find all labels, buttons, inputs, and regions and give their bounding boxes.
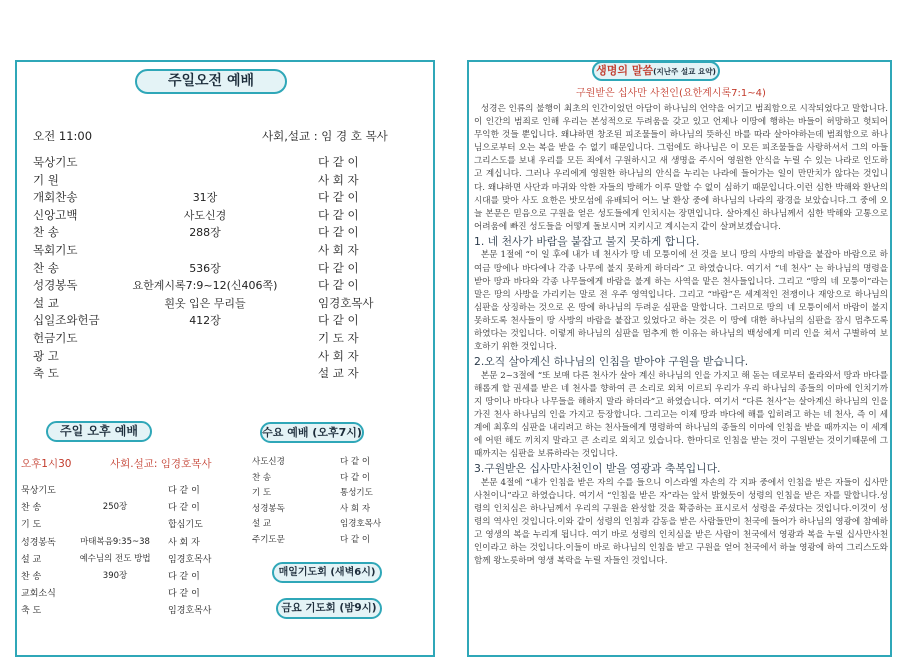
order-detail: 250장 <box>102 502 128 513</box>
order-detail: 예수님의 전도 방법 <box>79 553 151 564</box>
order-person: 다 같 이 <box>318 155 359 169</box>
sermon-paragraph: 본문 4절에 “내가 인침을 받은 자의 수를 들으니 이스라엘 자손의 각 지파 중에서 인침을 받은 자들이 십사만 사천이니”라고 하였습니다. 여기서 “인침을 받은 자”라는 앞서 밝혔듯이 성령의 인침을 받은 자를 말합니다.성령의 인치심은 하나님께서 우리의 구원을 완성할 것을 확증하는 표시로서 성령을 주셨다는 것입니다.이것이 성령의 역사인 것입니다.이와 같이 성령의 인침과 감동을 받은 사람들만이 천국에 들어가 하나님의 영광에 참예하고 영생의 복을 누리게 됩니다. 여기 바로 성령의 인치심을 받은 사람이 천국에서 영광과 복을 누릴 십사만사천인이라고 하는 것입니다.이들이 바로 하나님의 인침을 받고 구원을 얻어 천국에서 하늘 영광에 하여 그리스도와 함께 왕노릇하며 영생 복락을 누릴 자들인 것입니다. <box>474 477 888 567</box>
order-person: 다 같 이 <box>340 535 371 545</box>
friday-prayer-title: 금요 기도회 (밤9시) <box>276 598 382 619</box>
sermon-title: 구원받은 십사만 사천인(요한계시록7:1~4) <box>576 88 766 99</box>
order-person: 다 같 이 <box>340 457 371 467</box>
order-person: 다 같 이 <box>318 260 359 275</box>
order-item: 개회찬송 <box>33 190 78 205</box>
order-item: 찬 송 <box>252 472 272 483</box>
order-person: 다 같 이 <box>318 278 359 293</box>
order-person: 다 같 이 <box>168 503 200 514</box>
order-item: 신앙고백 <box>33 207 78 222</box>
sermon-point-heading: 3.구원받은 십사만사천인이 받을 영광과 축복입니다. <box>474 462 721 476</box>
sermon-badge <box>592 61 720 81</box>
sermon-paragraph: 본문 2~3절에 “또 보매 다른 천사가 살아 계신 하나님의 인을 가지고 해 돋는 데로부터 올라와서 땅과 바다를 해롭게 할 권세를 받은 네 천사를 향하여 큰 소리로 외쳐 이르되 우리가 우리 하나님의 종들의 이마에 인치기까지 땅이나 바다나 나무들을 해하지 말라 하더라”고 하였습니다. 여기서 “다른 천사”는 살아계신 하나님의 인을 가진 천사 하나님의 인을 가지고 등장합니다. 그리고는 이제 땅과 바다에 해를 입히려고 하는 네 천사, 즉 이 세계에 최후의 심판을 내리려고 하는 천사들에게 명령하여 하나님의 종들의 이마에 인침을 받을 때까지는 이 세계에 어떤 해도 끼치지 말라고 큰 소리로 외치고 있습니다. 한마디로 인침을 받는 것이 구원받는 것이기때문에 그 때까지는 심판을 보류하라는 것입니다. <box>474 370 888 460</box>
order-item: 성경봉독 <box>252 503 285 514</box>
order-person: 사 회 자 <box>318 348 359 363</box>
order-item: 찬 송 <box>21 503 42 514</box>
order-person: 임경호목사 <box>168 606 212 617</box>
sermon-point-heading: 2.오직 살아계신 하나님의 인침을 받아야 구원을 받습니다. <box>474 355 749 369</box>
order-detail: 288장 <box>189 226 221 240</box>
order-person: 기 도 자 <box>318 331 359 345</box>
order-item: 성경봉독 <box>21 537 56 548</box>
order-item: 기 원 <box>33 172 59 187</box>
order-detail: 요한계시록7:9~12(신406쪽) <box>132 279 278 293</box>
order-person: 임경호목사 <box>340 519 382 530</box>
order-item: 사도신경 <box>252 457 285 467</box>
order-person: 다 같 이 <box>168 572 200 582</box>
sermon-body <box>474 103 888 569</box>
order-item: 설 교 <box>33 295 59 310</box>
order-person: 합심기도 <box>168 520 203 531</box>
order-item: 십일조와헌금 <box>33 313 100 328</box>
order-detail: 사도신경 <box>183 208 227 222</box>
order-person: 사 회 자 <box>318 172 359 187</box>
wednesday-service-title: 수요 예배 (오후7시) <box>260 422 364 443</box>
order-item: 설 교 <box>21 554 42 565</box>
order-detail: 마태복음9:35~38 <box>80 536 150 547</box>
order-person: 다 같 이 <box>318 190 359 205</box>
afternoon-service-title: 주일 오후 예배 <box>46 421 152 442</box>
order-detail: 390장 <box>102 571 128 581</box>
sermon-paragraph: 성경은 인류의 불행이 최초의 인간이었던 아담이 하나님의 언약을 어기고 범죄함으로 시작되었다고 말합니다. 이 인간의 범죄로 인해 우리는 본성적으로 두려움을 갖고 있고 언제나 이땅에 행하는 바들이 허망하고 헛되어 무익한 것들 뿐입니다. 왜냐하면 창조된 피조물들이 하나님의 뜻하신 바를 따라 살아야하는데 범죄함으로 하나님으로부터 오는 복을 받을 수 없기 때문입니다. 그럼에도 하나님은 이 모든 피조물들을 사랑하셔서 그의 아들 그리스도를 보내 우리를 모든 죄에서 구원하시고 새 생명을 주시어 영원한 안식을 누릴 수 있는 나라로 인도하고 계십니다. 그러나 우리에게 영원한 하나님의 안식을 누리는 나라에 들어가는 일이 만만치가 않다는 것입니다. 왜냐하면 사단과 마귀와 악한 자들의 방해가 이루 말할 수 없이 심하기 때문입니다.이런 심한 박해와 환난의 시대를 맞아 사도 요한은 밧모섬에 유배되어 어느 날 환상 중에 하나님의 나라의 광경을 보았습니다.그 중에 오늘 본문은 믿음으로 구원을 얻은 성도들에게 인치시는 장면입니다. 살아계신 하나님께서 심한 박해와 고통으로 어려움에 빠진 성도들을 어떻게 돌보시며 지키시고 계시는지 같이 살펴보겠습니다. <box>474 104 888 232</box>
order-item: 묵상기도 <box>33 155 78 169</box>
order-detail: 536장 <box>189 261 221 275</box>
order-item: 축 도 <box>21 606 42 617</box>
order-detail: 흰옷 입은 무리들 <box>164 296 246 310</box>
order-detail: 412장 <box>189 314 221 328</box>
morning-service-title: 주일오전 예배 <box>135 69 287 94</box>
order-item: 설 교 <box>252 519 272 530</box>
order-person: 다 같 이 <box>168 486 200 496</box>
sermon-badge-sub: (지난주 설교 요약) <box>653 67 716 76</box>
order-person: 사 회 자 <box>340 503 371 514</box>
order-person: 설 교 자 <box>318 366 359 381</box>
order-item: 교회소식 <box>21 589 56 600</box>
sermon-paragraph: 본문 1절에 “이 일 후에 내가 네 천사가 땅 네 모퉁이에 선 것을 보니 땅의 사방의 바람을 붙잡아 바람으로 하여금 땅에나 바다에나 각종 나무에 불지 못하게 하더라” 고 하였습니다. 여기서 “네 천사” 는 하나님의 명령을 받아 땅과 바다와 각종 나무들에게 바람을 불게 하는 사역을 맡은 천사들입니다. 그리고 “땅의 네 모퉁이”라는 말은 땅의 사방을 가리키는 말로 전 우주 영역입니다. 그리고 “바람”은 세계적인 전쟁이나 재앙으로 하나님의 심판을 상징하는 것으로 온 땅에 하나님의 두려운 심판을 말합니다. 그러므로 땅의 네 모퉁이에서 바람이 불지 못하도록 천사들이 땅 사방의 바람을 붙잡고 있었다고 하는 것은 이 땅에 대한 하나님의 심판을 잠시 멈추도록 하였다는 것입니다. 이렇게 하나님의 심판을 멈추게 한 이유는 하나님의 백성에게 미리 인을 쳐서 구별하여 보호하기 위한 것입니다. <box>474 250 888 353</box>
order-item: 찬 송 <box>33 260 59 275</box>
sermon-point-heading: 1. 네 천사가 바람을 붙잡고 불지 못하게 합니다. <box>474 234 700 248</box>
order-item: 주기도문 <box>252 535 285 545</box>
order-person: 다 같 이 <box>318 225 359 240</box>
order-person: 임경호목사 <box>318 295 374 310</box>
order-item: 헌금기도 <box>33 331 78 345</box>
order-person: 사 회 자 <box>168 537 200 548</box>
order-person: 다 같 이 <box>318 313 359 328</box>
order-item: 찬 송 <box>33 225 59 240</box>
morning-leader: 사회,설교 : 임 경 호 목사 <box>262 129 388 143</box>
order-person: 통성기도 <box>340 488 373 499</box>
order-item: 찬 송 <box>21 572 42 582</box>
afternoon-time: 오후1시30 <box>21 458 72 470</box>
daily-prayer-title: 매일기도회 (새벽6시) <box>272 562 382 583</box>
order-person: 사 회 자 <box>318 243 359 257</box>
order-item: 기 도 <box>21 520 42 531</box>
order-person: 다 같 이 <box>168 589 200 600</box>
order-person: 다 같 이 <box>340 472 371 483</box>
afternoon-leader: 사회.설교: 임경호목사 <box>110 458 212 470</box>
order-item: 기 도 <box>252 488 272 499</box>
order-item: 광 고 <box>33 348 59 363</box>
order-person: 다 같 이 <box>318 207 359 222</box>
order-detail: 31장 <box>192 191 218 205</box>
morning-time: 오전 11:00 <box>33 129 93 143</box>
order-item: 목회기도 <box>33 243 78 257</box>
sermon-badge-main: 생명의 말씀 <box>596 64 654 77</box>
order-item: 축 도 <box>33 366 59 381</box>
order-person: 임경호목사 <box>168 554 212 565</box>
order-item: 성경봉독 <box>33 278 78 293</box>
order-item: 묵상기도 <box>21 486 56 496</box>
